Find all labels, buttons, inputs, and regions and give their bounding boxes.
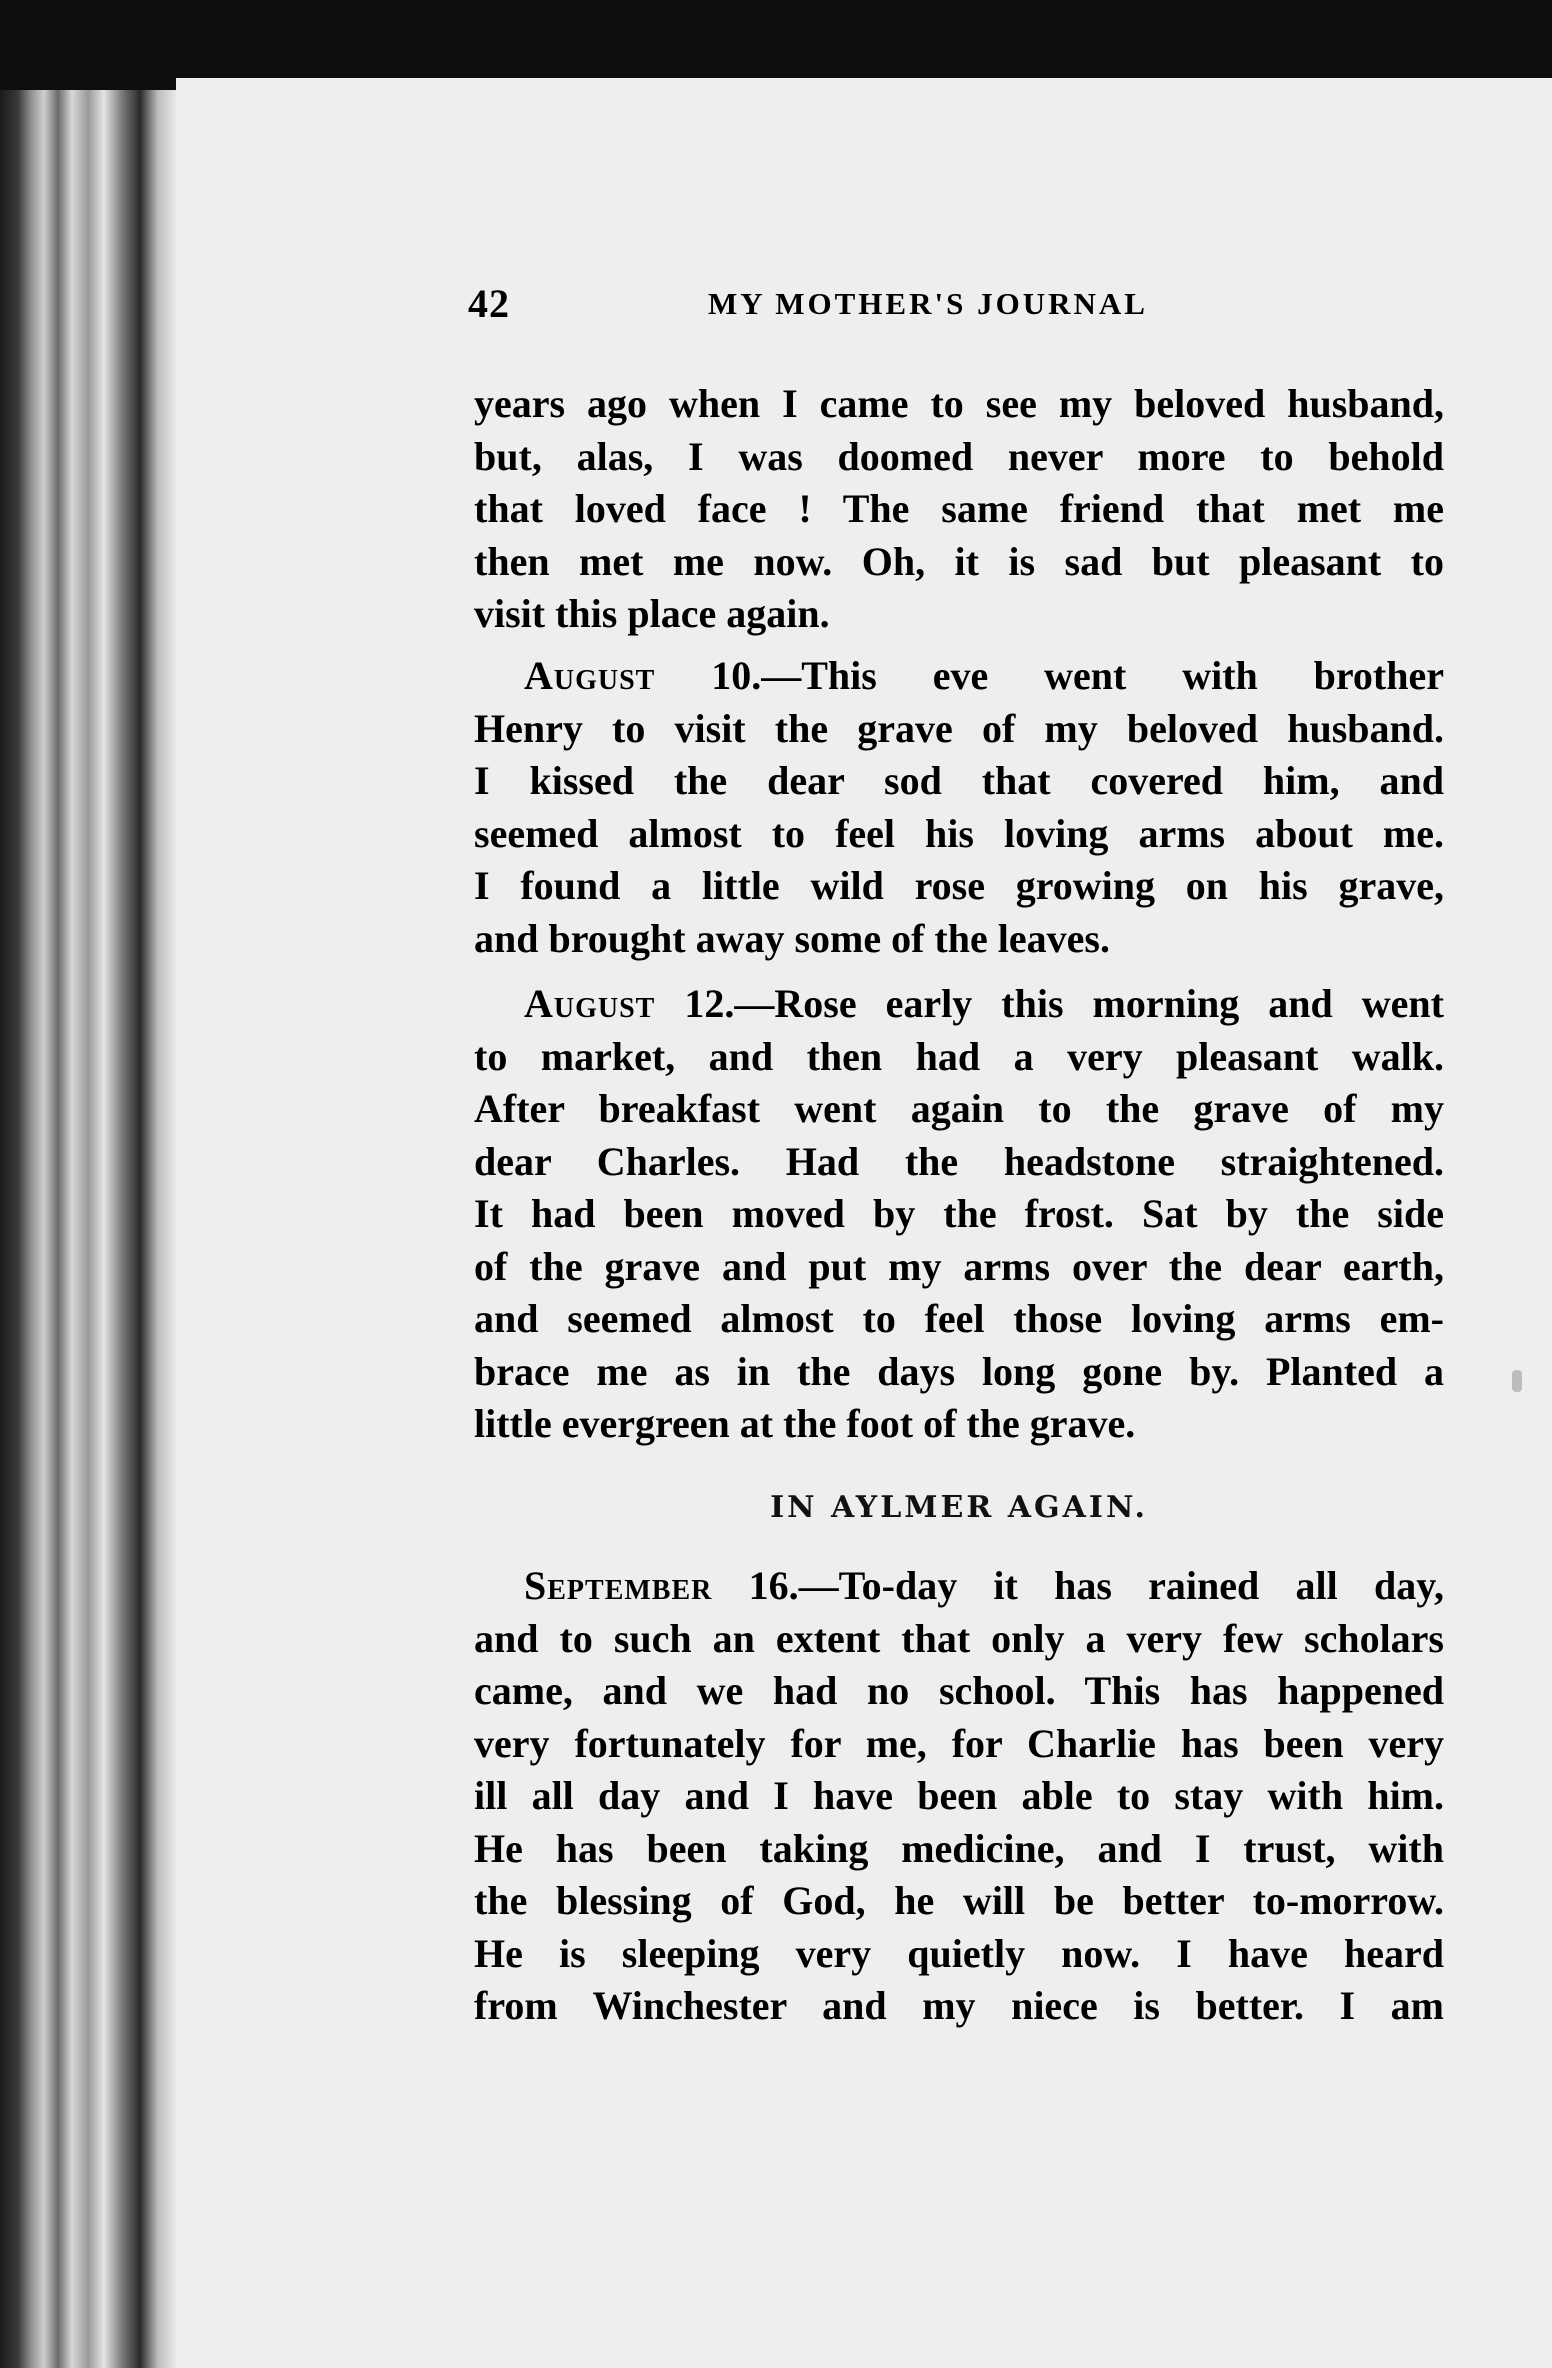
text-run: 10.—This eve went with brother [655, 653, 1444, 698]
text-line: that loved face ! The same friend that met me [474, 486, 1444, 531]
text-line [474, 650, 1444, 703]
text-line: little evergreen at the foot of the grave. [474, 1401, 1136, 1446]
paragraph-1 [474, 378, 1444, 641]
text-line: dear Charles. Had the headstone straightened. [474, 1138, 1444, 1184]
text-line: seemed almost to feel his loving arms about me. [474, 810, 1444, 856]
text-line: very fortunately for me, for Charlie has been very [474, 1720, 1444, 1766]
text-line: ill all day and I have been able to stay with him. [474, 1773, 1444, 1818]
paper-speck [1512, 1370, 1522, 1392]
entry-date: September [524, 1563, 713, 1608]
text-line: visit this place again. [474, 591, 830, 636]
text-line [474, 978, 1444, 1031]
text-line: He is sleeping very quietly now. I have heard [474, 1930, 1444, 1976]
text-line: I found a little wild rose growing on his grave, [474, 863, 1444, 908]
text-line: It had been moved by the frost. Sat by the side [474, 1191, 1444, 1236]
paragraph-4 [474, 1560, 1444, 2033]
text-line: came, and we had no school. This has happened [474, 1668, 1444, 1713]
text-line: and seemed almost to feel those loving arms em- [474, 1296, 1444, 1341]
section-heading: IN AYLMER AGAIN. [770, 1490, 1148, 1525]
page-number: 42 [468, 281, 510, 326]
text-line: years ago when I came to see my beloved husband, [474, 381, 1444, 426]
text-run: 12.—Rose early this morning and went [655, 981, 1444, 1026]
text-line [474, 1560, 1444, 1613]
paragraph-3 [474, 978, 1444, 1451]
entry-date: August [524, 981, 656, 1026]
text-line: from Winchester and my niece is better. I am [474, 1983, 1444, 2028]
text-line: Henry to visit the grave of my beloved husband. [474, 705, 1444, 751]
book-gutter [0, 90, 190, 2368]
text-line: then met me now. Oh, it is sad but pleasant to [474, 538, 1444, 584]
entry-date: August [524, 653, 656, 698]
text-line: and to such an extent that only a very few scholars [474, 1615, 1444, 1661]
paragraph-2 [474, 650, 1444, 965]
text-line: After breakfast went again to the grave of my [474, 1086, 1444, 1131]
text-line: but, alas, I was doomed never more to behold [474, 433, 1444, 479]
text-line: the blessing of God, he will be better to-morrow. [474, 1878, 1444, 1923]
text-run: 16.—To-day it has rained all day, [712, 1563, 1444, 1608]
running-title: MY MOTHER'S JOURNAL [708, 286, 1148, 321]
text-line: I kissed the dear sod that covered him, and [474, 758, 1444, 803]
text-line: of the grave and put my arms over the dear earth, [474, 1243, 1444, 1289]
running-head [468, 280, 1468, 340]
text-line: brace me as in the days long gone by. Planted a [474, 1348, 1444, 1394]
text-line: He has been taking medicine, and I trust, with [474, 1825, 1444, 1871]
text-line: and brought away some of the leaves. [474, 915, 1110, 961]
text-line: to market, and then had a very pleasant walk. [474, 1033, 1444, 1079]
